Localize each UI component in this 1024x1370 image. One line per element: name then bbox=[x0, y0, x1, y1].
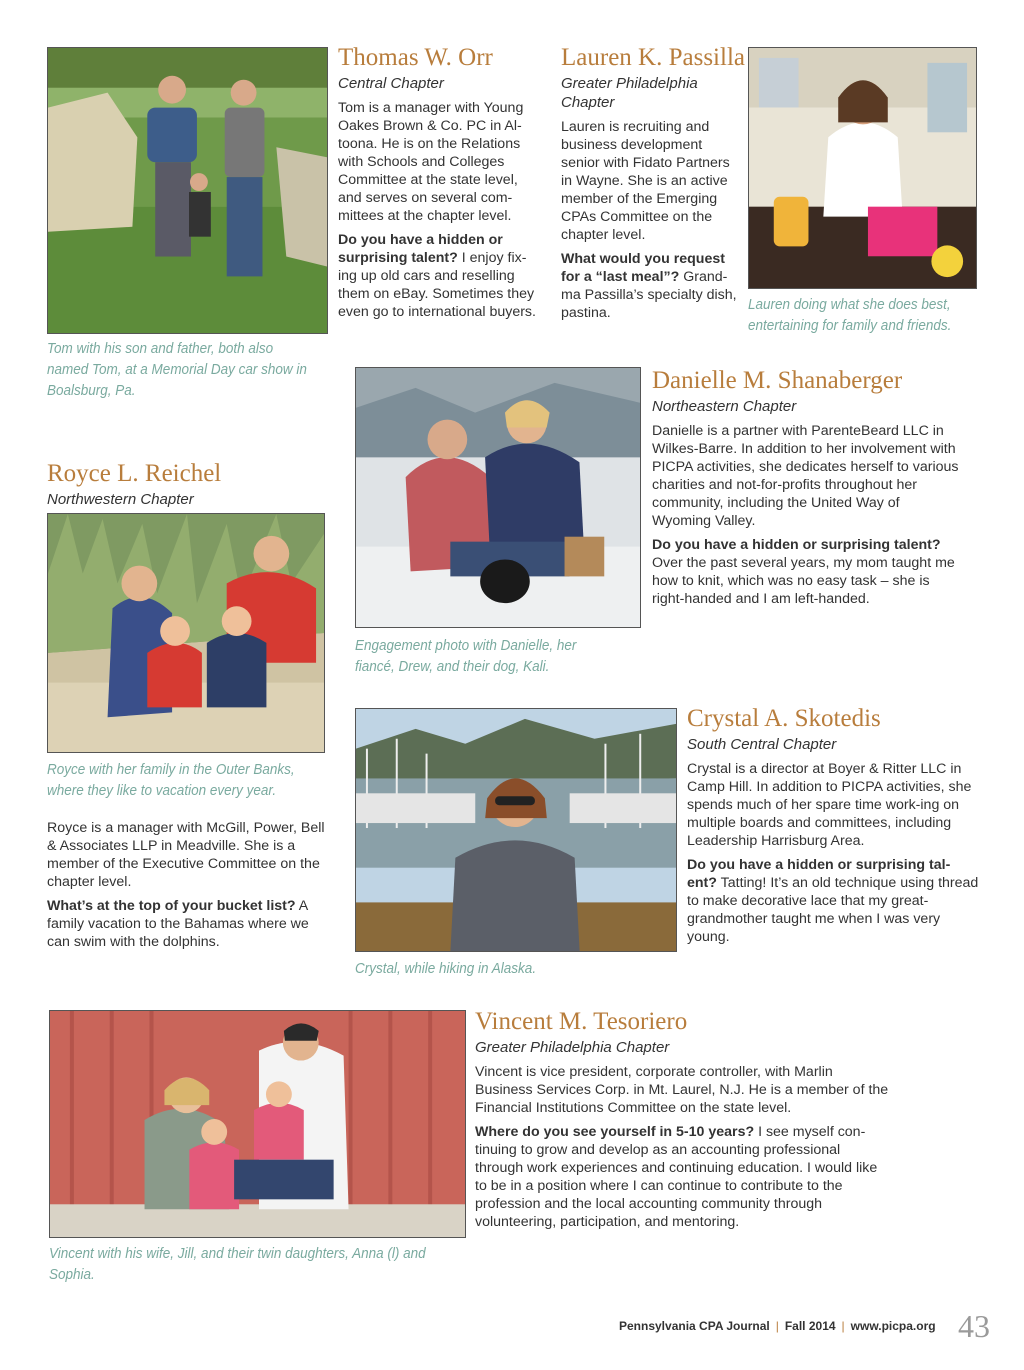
profile-reichel-header bbox=[47, 460, 327, 515]
chapter-shanaberger: Northeastern Chapter bbox=[652, 398, 797, 415]
bio-tesoriero: Vincent is vice president, corporate controller, with Marlin Business Services Corp. in Mt. Laurel, N.J. He is a member of the Financial Institutions Committee on the state level. bbox=[475, 1064, 889, 1116]
page-number: 43 bbox=[958, 1308, 990, 1344]
name-reichel: Royce L. Reichel bbox=[47, 460, 222, 487]
bio-skotedis: Crystal is a director at Boyer & Ritter LLC in Camp Hill. In addition to PICPA activities, she spends much of her spare time work-ing on multiple boards and committees, including Leadership Harrisburg Area. bbox=[687, 761, 972, 849]
footer-separator: | bbox=[841, 1319, 845, 1333]
chapter-tesoriero: Greater Philadelphia Chapter bbox=[475, 1039, 670, 1056]
qa-skotedis bbox=[687, 856, 979, 946]
answer-shanaberger: Over the past several years, my mom taught me how to knit, which was no easy task – she is right-handed and I am left-handed. bbox=[652, 555, 955, 607]
caption-reichel: Royce with her family in the Outer Banks, where they like to vacation every year. bbox=[47, 761, 295, 799]
name-shanaberger: Danielle M. Shanaberger bbox=[652, 367, 903, 394]
name-tesoriero: Vincent M. Tesoriero bbox=[475, 1008, 688, 1035]
bio-passilla: Lauren is recruiting and business development senior with Fidato Partners in Wayne. She is an active member of the Emerging CPAs Committee on the chapter level. bbox=[561, 119, 730, 243]
caption-orr: Tom with his son and father, both also named Tom, at a Memorial Day car show in Boalsburg, Pa. bbox=[47, 340, 307, 399]
caption-skotedis: Crystal, while hiking in Alaska. bbox=[355, 960, 537, 977]
photo-shanaberger-engagement bbox=[355, 367, 641, 628]
answer-reichel: A family vacation to the Bahamas where we can swim with the dolphins. bbox=[47, 898, 309, 950]
answer-orr: I enjoy fix-ing up old cars and reselling them on eBay. Sometimes they even go to international buyers. bbox=[338, 250, 536, 320]
caption-tesoriero: Vincent with his wife, Jill, and their twin daughters, Anna (l) and Sophia. bbox=[49, 1245, 426, 1283]
qa-shanaberger bbox=[652, 536, 962, 608]
profile-shanaberger bbox=[652, 367, 962, 614]
chapter-reichel: Northwestern Chapter bbox=[47, 491, 194, 508]
profile-tesoriero bbox=[475, 1008, 890, 1237]
question-passilla: What would you request for a “last meal”? bbox=[561, 251, 725, 285]
question-shanaberger: Do you have a hidden or surprising talent? bbox=[652, 537, 941, 553]
answer-passilla: Grand-ma Passilla’s specialty dish, pastina. bbox=[561, 269, 737, 321]
caption-passilla: Lauren doing what she does best, entertaining for family and friends. bbox=[748, 296, 952, 334]
photo-reichel-outer-banks bbox=[47, 513, 325, 753]
answer-tesoriero: I see myself con-tinuing to grow and develop as an accounting professional through work experiences and continuing education. I would like to be in a position where I can continue to contribute to the profession and the local accounting community through volunteering, participation, and mentoring. bbox=[475, 1124, 878, 1230]
bio-reichel: Royce is a manager with McGill, Power, Bell & Associates LLP in Meadville. She is a member of the Executive Committee on the chapter level. bbox=[47, 820, 325, 890]
qa-passilla bbox=[561, 250, 743, 322]
question-tesoriero: Where do you see yourself in 5-10 years? bbox=[475, 1124, 755, 1140]
answer-skotedis: Tatting! It’s an old technique using thread to make decorative lace that my great-grandmother taught me when I was very young. bbox=[687, 875, 979, 945]
qa-orr bbox=[338, 231, 543, 321]
name-skotedis: Crystal A. Skotedis bbox=[687, 705, 881, 732]
name-passilla: Lauren K. Passilla bbox=[561, 44, 745, 71]
profile-orr bbox=[338, 44, 543, 327]
question-reichel: What’s at the top of your bucket list? bbox=[47, 898, 296, 914]
footer-separator: | bbox=[775, 1319, 779, 1333]
footer-url: www.picpa.org bbox=[850, 1319, 936, 1333]
photo-orr-car-show bbox=[47, 47, 328, 334]
caption-shanaberger: Engagement photo with Danielle, her fiancé, Drew, and their dog, Kali. bbox=[355, 637, 577, 675]
chapter-passilla: Greater Philadelphia Chapter bbox=[561, 75, 698, 111]
chapter-orr: Central Chapter bbox=[338, 75, 444, 92]
bio-shanaberger: Danielle is a partner with ParenteBeard LLC in Wilkes-Barre. In addition to her involvement with PICPA activities, she dedicates herself to various charities and not-for-profits throughout her community, including the United Way of Wyoming Valley. bbox=[652, 423, 959, 529]
question-skotedis: Do you have a hidden or surprising tal-ent? bbox=[687, 857, 951, 891]
profile-reichel-body bbox=[47, 819, 332, 957]
footer-journal: Pennsylvania CPA Journal bbox=[619, 1319, 770, 1333]
question-orr: Do you have a hidden or surprising talent? bbox=[338, 232, 503, 266]
photo-tesoriero-family bbox=[49, 1010, 466, 1238]
chapter-skotedis: South Central Chapter bbox=[687, 736, 837, 753]
photo-passilla-kitchen bbox=[748, 47, 977, 289]
profile-skotedis bbox=[687, 705, 979, 952]
bio-orr: Tom is a manager with Young Oakes Brown & Co. PC in Al-toona. He is on the Relations with Schools and Colleges Committee at the state level, and serves on several com-mittees at the chapter level. bbox=[338, 100, 524, 224]
footer-issue: Fall 2014 bbox=[784, 1319, 836, 1333]
qa-reichel bbox=[47, 897, 332, 951]
photo-skotedis-alaska bbox=[355, 708, 677, 952]
page-footer bbox=[619, 1319, 936, 1333]
profile-passilla bbox=[561, 44, 743, 328]
name-orr: Thomas W. Orr bbox=[338, 44, 493, 71]
qa-tesoriero bbox=[475, 1123, 890, 1231]
